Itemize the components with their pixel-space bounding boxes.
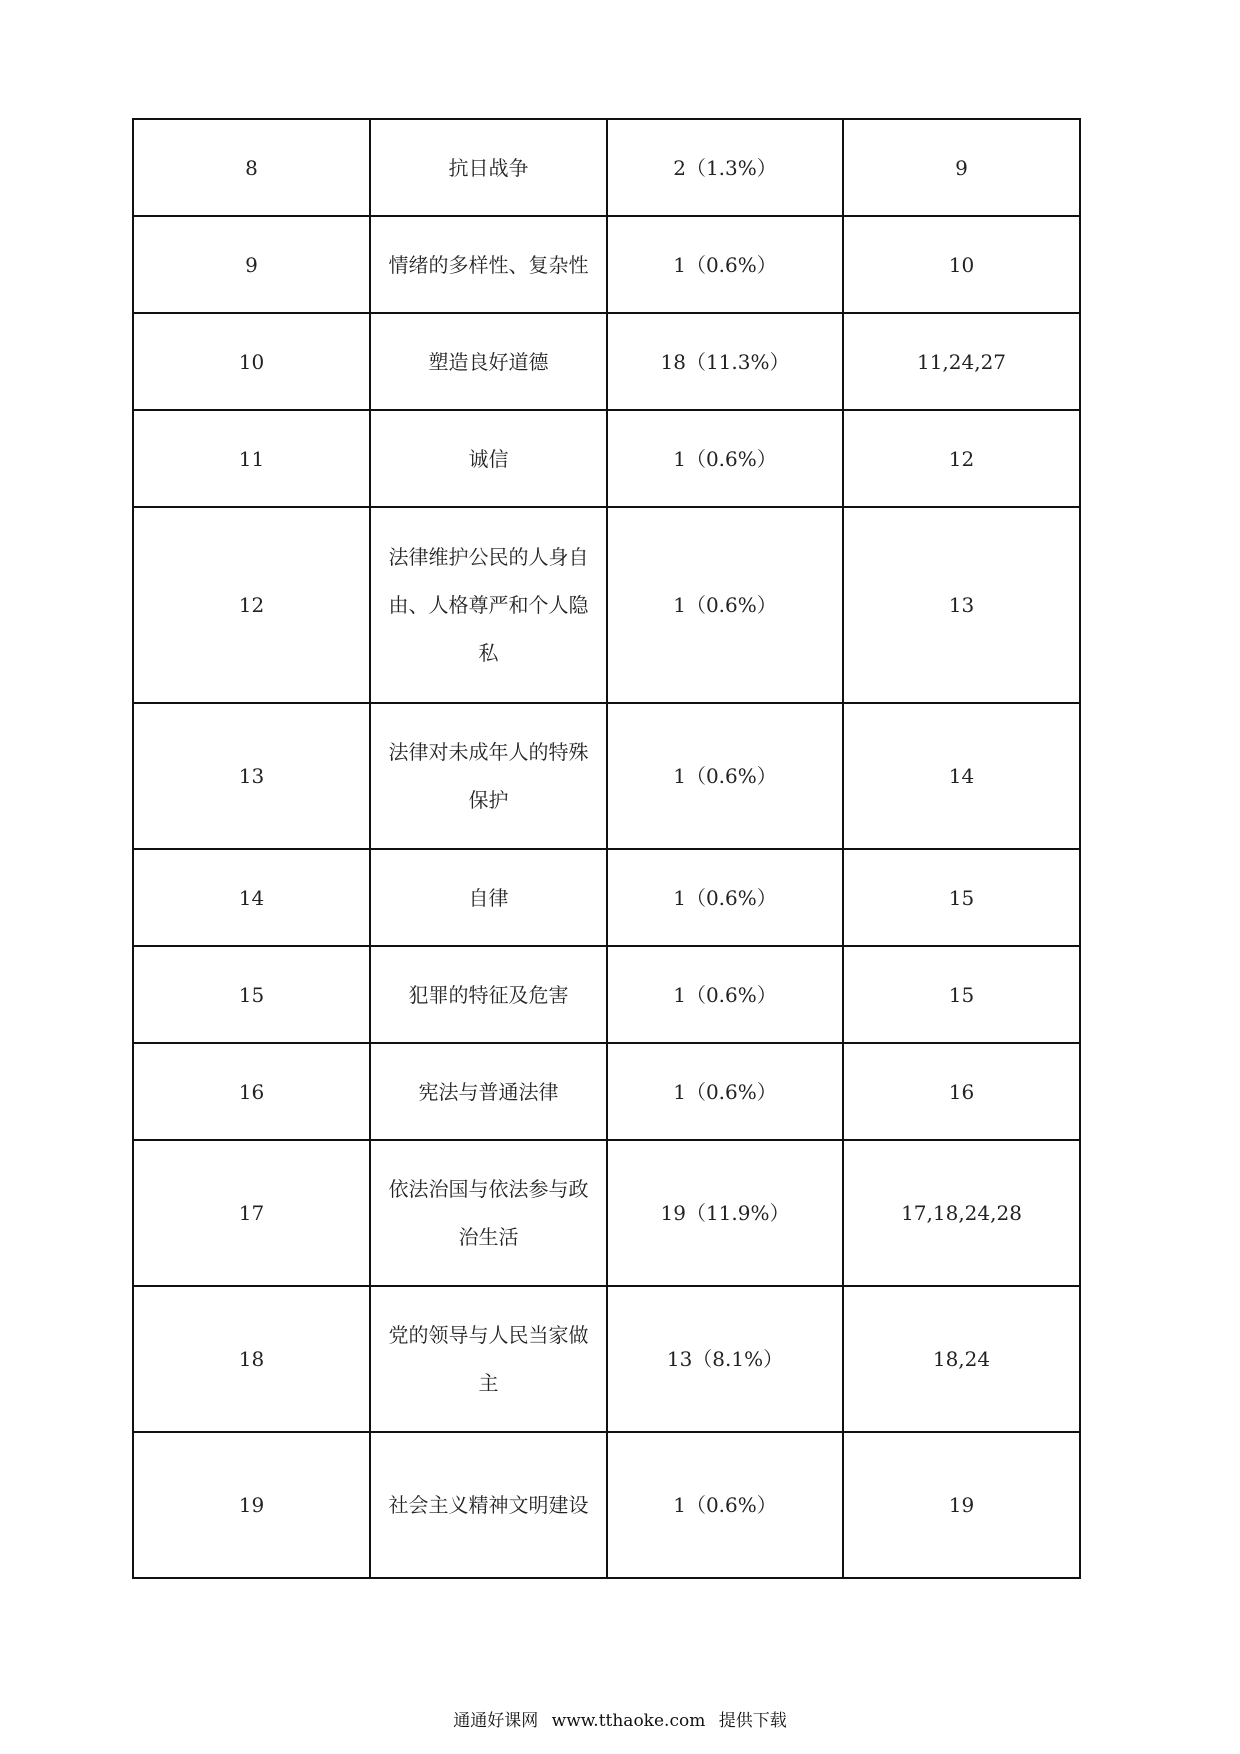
table-row <box>133 410 1080 507</box>
count-cell: 1（0.6%） <box>607 849 843 946</box>
topic-cell: 法律维护公民的人身自由、人格尊严和个人隐私 <box>370 507 607 703</box>
count-cell: 1（0.6%） <box>607 946 843 1043</box>
table-row <box>133 119 1080 216</box>
page-footer <box>0 1706 1240 1731</box>
row-number-cell: 16 <box>133 1043 370 1140</box>
row-number-cell: 9 <box>133 216 370 313</box>
footer-url[interactable]: www.tthaoke.com <box>551 1711 706 1731</box>
table-row <box>133 1286 1080 1432</box>
row-number-cell: 14 <box>133 849 370 946</box>
question-items-cell: 12 <box>843 410 1080 507</box>
count-cell: 1（0.6%） <box>607 1432 843 1578</box>
topic-cell: 依法治国与依法参与政治生活 <box>370 1140 607 1286</box>
table-row <box>133 946 1080 1043</box>
count-cell: 2（1.3%） <box>607 119 843 216</box>
question-items-cell: 14 <box>843 703 1080 849</box>
row-number-cell: 15 <box>133 946 370 1043</box>
row-number-cell: 11 <box>133 410 370 507</box>
table-row <box>133 507 1080 703</box>
row-number-cell: 13 <box>133 703 370 849</box>
row-number-cell: 17 <box>133 1140 370 1286</box>
question-items-cell: 15 <box>843 946 1080 1043</box>
footer-suffix: 提供下载 <box>718 1711 787 1731</box>
table-row <box>133 216 1080 313</box>
topic-cell: 法律对未成年人的特殊保护 <box>370 703 607 849</box>
table-row <box>133 703 1080 849</box>
row-number-cell: 10 <box>133 313 370 410</box>
topic-cell: 社会主义精神文明建设 <box>370 1432 607 1578</box>
question-items-cell: 13 <box>843 507 1080 703</box>
topic-cell: 自律 <box>370 849 607 946</box>
row-number-cell: 12 <box>133 507 370 703</box>
table-row <box>133 313 1080 410</box>
row-number-cell: 19 <box>133 1432 370 1578</box>
count-cell: 13（8.1%） <box>607 1286 843 1432</box>
row-number-cell: 18 <box>133 1286 370 1432</box>
question-items-cell: 11,24,27 <box>843 313 1080 410</box>
table-row <box>133 849 1080 946</box>
question-items-cell: 9 <box>843 119 1080 216</box>
topic-cell: 犯罪的特征及危害 <box>370 946 607 1043</box>
table-row <box>133 1043 1080 1140</box>
table-body <box>133 119 1080 1578</box>
table-row <box>133 1432 1080 1578</box>
count-cell: 1（0.6%） <box>607 216 843 313</box>
question-items-cell: 17,18,24,28 <box>843 1140 1080 1286</box>
topic-cell: 宪法与普通法律 <box>370 1043 607 1140</box>
footer-site-name: 通通好课网 <box>453 1711 539 1731</box>
count-cell: 19（11.9%） <box>607 1140 843 1286</box>
count-cell: 18（11.3%） <box>607 313 843 410</box>
topic-cell: 党的领导与人民当家做主 <box>370 1286 607 1432</box>
knowledge-point-table <box>132 118 1081 1579</box>
question-items-cell: 10 <box>843 216 1080 313</box>
question-items-cell: 15 <box>843 849 1080 946</box>
row-number-cell: 8 <box>133 119 370 216</box>
topic-cell: 抗日战争 <box>370 119 607 216</box>
count-cell: 1（0.6%） <box>607 507 843 703</box>
count-cell: 1（0.6%） <box>607 1043 843 1140</box>
count-cell: 1（0.6%） <box>607 703 843 849</box>
question-items-cell: 19 <box>843 1432 1080 1578</box>
table-row <box>133 1140 1080 1286</box>
count-cell: 1（0.6%） <box>607 410 843 507</box>
question-items-cell: 16 <box>843 1043 1080 1140</box>
topic-cell: 诚信 <box>370 410 607 507</box>
topic-cell: 塑造良好道德 <box>370 313 607 410</box>
topic-cell: 情绪的多样性、复杂性 <box>370 216 607 313</box>
question-items-cell: 18,24 <box>843 1286 1080 1432</box>
